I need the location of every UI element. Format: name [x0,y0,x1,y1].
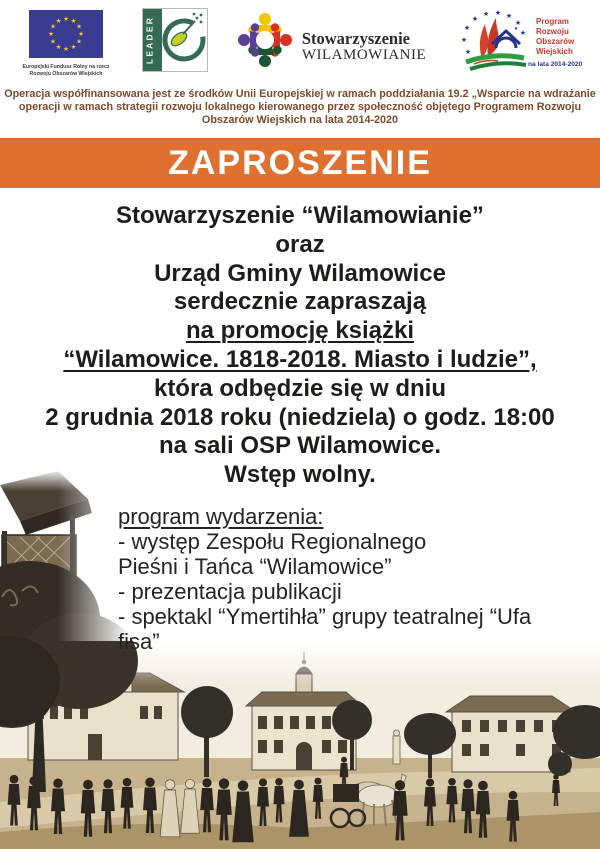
program-item: - występ Zespołu Regionalnego [118,529,427,554]
svg-text:★: ★ [70,17,77,25]
svg-text:★: ★ [62,15,69,23]
svg-text:★: ★ [520,29,527,37]
invitation-line: serdecznie zapraszają [173,288,427,316]
invitation-text [0,202,600,490]
leader-logo [142,8,208,72]
prow-logo [452,8,584,78]
disclaimer-line: Operacja współfinansowana jest ze środków Unii Europejskiej w ramach poddziałania 19.2 „Wsparcie na wdrażanie [4,88,596,100]
svg-text:★: ★ [513,26,519,32]
event-place-line: na sali OSP Wilamowice. [158,432,442,460]
prow-word: Obszarów [536,37,575,46]
program-item: fisa” [118,629,160,654]
svg-text:★: ★ [55,43,62,51]
svg-text:★: ★ [472,15,479,23]
free-entry-line: Wstęp wolny. [224,461,376,489]
svg-text:★: ★ [70,43,77,51]
prow-word: Program [536,17,570,26]
disclaimer-line: Obszarów Wiejskich na lata 2014-2020 [201,114,399,126]
svg-text:★: ★ [495,9,502,17]
svg-text:★: ★ [47,30,54,38]
event-program [118,504,588,654]
svg-text:★: ★ [62,45,69,53]
svg-text:★: ★ [506,12,513,20]
program-heading: program wydarzenia: [118,504,324,529]
svg-text:★: ★ [465,48,472,56]
leader-label: LEADER [144,15,155,65]
wilamowianie-name-line1: Stowarzyszenie [301,29,410,49]
title-banner [0,138,600,188]
invitation-line: Stowarzyszenie “Wilamowianie” [116,202,484,229]
svg-text:★: ★ [75,22,82,31]
svg-text:★: ★ [461,36,468,44]
svg-text:★: ★ [464,24,471,32]
invitation-line: która odbędzie się w dniu [153,374,447,402]
wilamowianie-icon [234,8,296,72]
prow-word: Wiejskich [536,47,573,56]
invitation-line-underlined: na promocję książki [185,317,415,345]
prow-years: na lata 2014-2020 [528,61,583,68]
book-title-line: “Wilamowice. 1818-2018. Miasto i ludzie”, [63,345,537,373]
invitation-line: Urząd Gminy Wilamowice [154,259,446,287]
eu-caption: Rozwoju Obszarów Wiejskich [29,71,103,77]
program-item: - spektakl “Ymertihła” grupy teatralnej “Ufa [118,604,532,629]
svg-text:★: ★ [515,19,522,27]
wilamowianie-name-line2: WILAMOWIANIE [301,46,427,63]
program-item: - prezentacja publikacji [118,579,342,604]
svg-text:★: ★ [77,30,84,38]
wilamowianie-logo [234,8,426,72]
eu-flag-logo [16,8,116,86]
svg-text:★: ★ [49,37,56,46]
svg-text:★: ★ [483,10,490,18]
program-item: Pieśni i Tańca “Wilamowice” [118,554,392,579]
page-title: ZAPROSZENIE [168,143,432,182]
event-date-line: 2 grudnia 2018 roku (niedziela) o godz. 18:00 [45,403,555,431]
svg-text:★: ★ [75,37,82,46]
invitation-line: oraz [275,230,325,258]
prow-word: Rozwoju [536,27,570,36]
svg-text:★: ★ [49,22,56,31]
eu-caption: Europejski Fundusz Rolny na rzecz [22,64,110,70]
svg-text:★: ★ [55,17,62,25]
disclaimer-line: operacji w ramach strategii rozwoju lokalnego kierowanego przez społeczność objętego Programem Rozwoju [18,101,582,113]
logos-row [0,8,600,88]
funding-disclaimer [0,88,600,127]
